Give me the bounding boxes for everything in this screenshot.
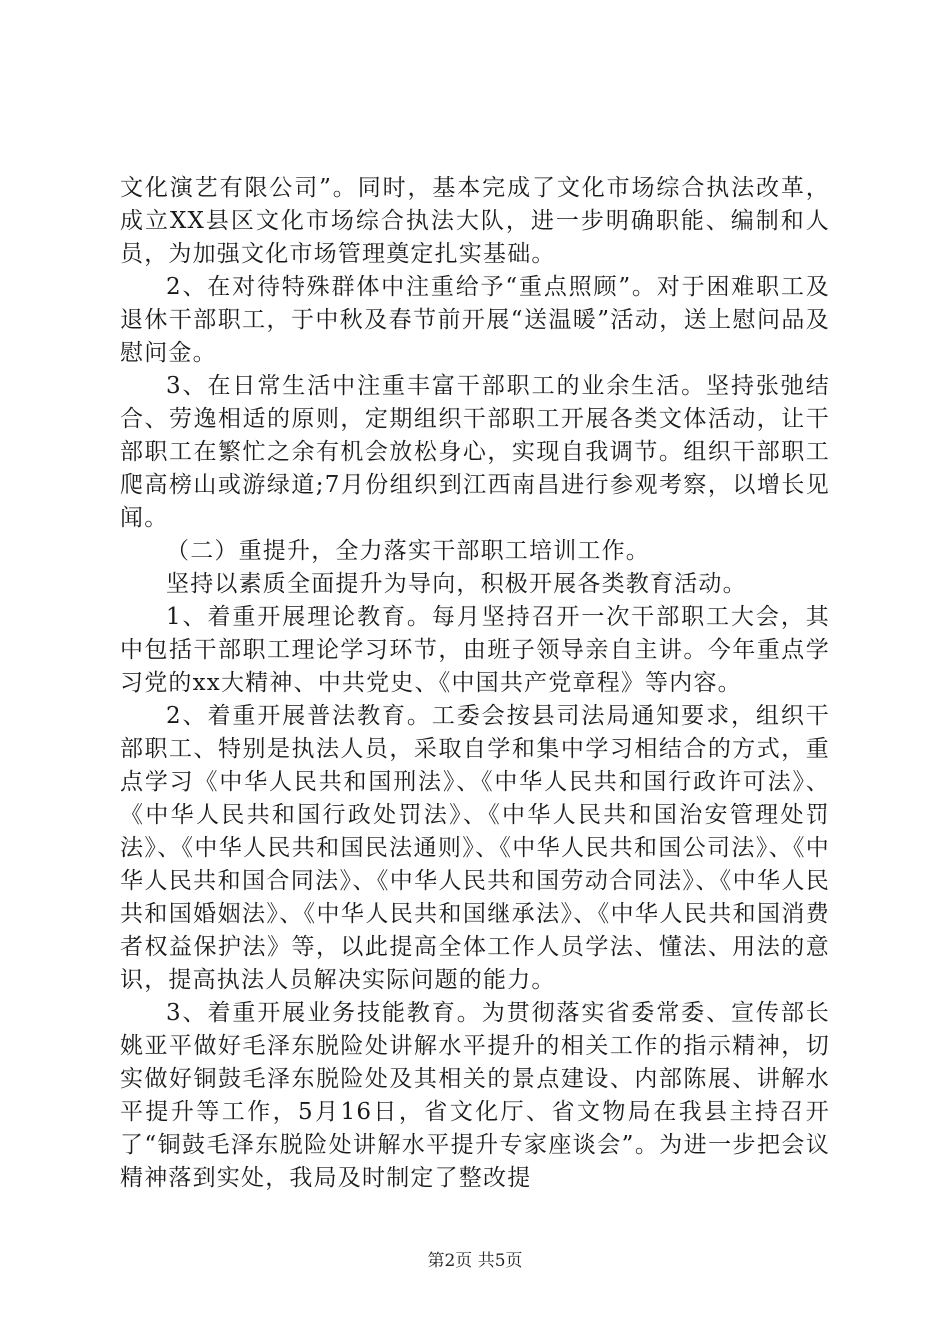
paragraph-training-intro: 坚持以素质全面提升为导向，积极开展各类教育活动。 [166, 571, 747, 597]
page-number-footer: 第2页 共5页 [427, 1251, 523, 1271]
paragraph-special-care: 2、在对待特殊群体中注重给予“重点照顾”。对于困难职工及退休干部职工，于中秋及春节前开展“送温暖”活动，送上慰问品及慰问金。 [120, 274, 830, 366]
section-heading-training: （二）重提升，全力落实干部职工培训工作。 [166, 538, 650, 564]
paragraph-law-education: 2、着重开展普法教育。工委会按县司法局通知要求，组织干部职工、特别是执法人员，采取自学和集中学习相结合的方式，重点学习《中华人民共和国刑法》、《中华人民共和国行政许可法》、《中华人民共和国行政处罚法》、《中华人民共和国治安管理处罚法》、《中华人民共和国民法通则》、《中华人民共和国公司法》、《中华人民共和国合同法》、《中华人民共和国劳动合同法》、《中华人民共和国婚姻法》、《中华人民共和国继承法》、《中华人民共和国消费者权益保护法》等，以此提高全体工作人员学法、懂法、用法的意识，提高执法人员解决实际问题的能力。 [120, 703, 830, 993]
paragraph-theory-education: 1、着重开展理论教育。每月坚持召开一次干部职工大会，其中包括干部职工理论学习环节，由班子领导亲自主讲。今年重点学习党的xx大精神、中共党史、《中国共产党章程》等内容。 [120, 604, 830, 696]
paragraph-leisure-life: 3、在日常生活中注重丰富干部职工的业余生活。坚持张弛结合、劳逸相适的原则，定期组织干部职工开展各类文体活动，让干部职工在繁忙之余有机会放松身心，实现自我调节。组织干部职工爬高榜山或游绿道;7月份组织到江西南昌进行参观考察，以增长见闻。 [120, 373, 830, 531]
paragraph-skills-education: 3、着重开展业务技能教育。为贯彻落实省委常委、宣传部长姚亚平做好毛泽东脱险处讲解水平提升的相关工作的指示精神，切实做好铜鼓毛泽东脱险处及其相关的景点建设、内部陈展、讲解水平提升等工作，5月16日，省文化厅、省文物局在我县主持召开了“铜鼓毛泽东脱险处讲解水平提升专家座谈会”。为进一步把会议精神落到实处，我局及时制定了整改提 [120, 1000, 830, 1191]
paragraph-continuation: 文化演艺有限公司”。同时，基本完成了文化市场综合执法改革，成立XX县区文化市场综合执法大队，进一步明确职能、编制和人员，为加强文化市场管理奠定扎实基础。 [120, 175, 830, 267]
document-body [120, 172, 830, 1195]
